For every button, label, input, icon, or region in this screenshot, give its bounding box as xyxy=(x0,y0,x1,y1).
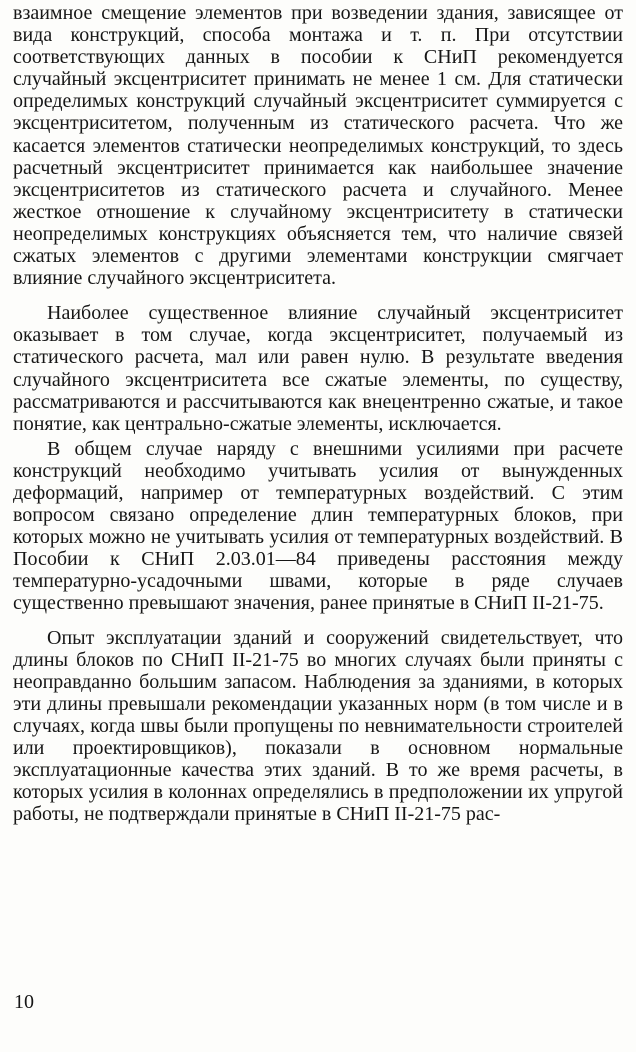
paragraph-3: В общем случае наряду с внешними усилиями при расчете конструкций необходимо учитывать усилия от вынужденных деформаций, например от температурных воздействий. С этим вопросом связано определение длин температурных блоков, при которых можно не учитывать усилия от температурных воздействий. В Пособии к СНиП 2.03.01—84 приведены расстояния между температурно-усадочными швами, которые в ряде случаев существенно превышают значения, ранее принятые в СНиП II-21-75. xyxy=(13,437,623,615)
body-text xyxy=(13,2,623,837)
paragraph-2: Наиболее существенное влияние случайный эксцентриситет оказывает в том случае, когда эксцентриситет, получаемый из статического расчета, мал или равен нулю. В результате введения случайного эксцентриситета все сжатые элементы, по существу, рассматриваются и рассчитываются как внецентренно сжатые, и такое понятие, как центрально-сжатые элементы, исключается. xyxy=(13,302,623,435)
paragraph-4: Опыт эксплуатации зданий и сооружений свидетельствует, что длины блоков по СНиП II-21-75 во многих случаях были приняты с неоправданно большим запасом. Наблюдения за зданиями, в которых эти длины превышали рекомендации указанных норм (в том числе и в случаях, когда швы были пропущены по невнимательности строителей или проектировщиков), показали в основном нормальные эксплуатационные качества этих зданий. В то же время расчеты, в которых усилия в колоннах определялись в предположении их упругой работы, не подтверждали принятые в СНиП II-21-75 рас- xyxy=(13,626,623,826)
paragraph-1: взаимное смещение элементов при возведении здания, зависящее от вида конструкций, способа монтажа и т. п. При отсутствии соответствующих данных в пособии к СНиП рекомендуется случайный эксцентриситет принимать не менее 1 см. Для статически определимых конструкций случайный эксцентриситет суммируется с эксцентриситетом, полученным из статического расчета. Что же касается элементов статически неопределимых конструкций, то здесь расчетный эксцентриситет принимается как наибольшее значение эксцентриситетов из статического расчета и случайного. Менее жесткое отношение к случайному эксцентриситету в статически неопределимых конструкциях объясняется тем, что наличие связей сжатых элементов с другими элементами конструкции смягчает влияние случайного эксцентриситета. xyxy=(13,2,623,290)
page-number: 10 xyxy=(14,991,34,1013)
